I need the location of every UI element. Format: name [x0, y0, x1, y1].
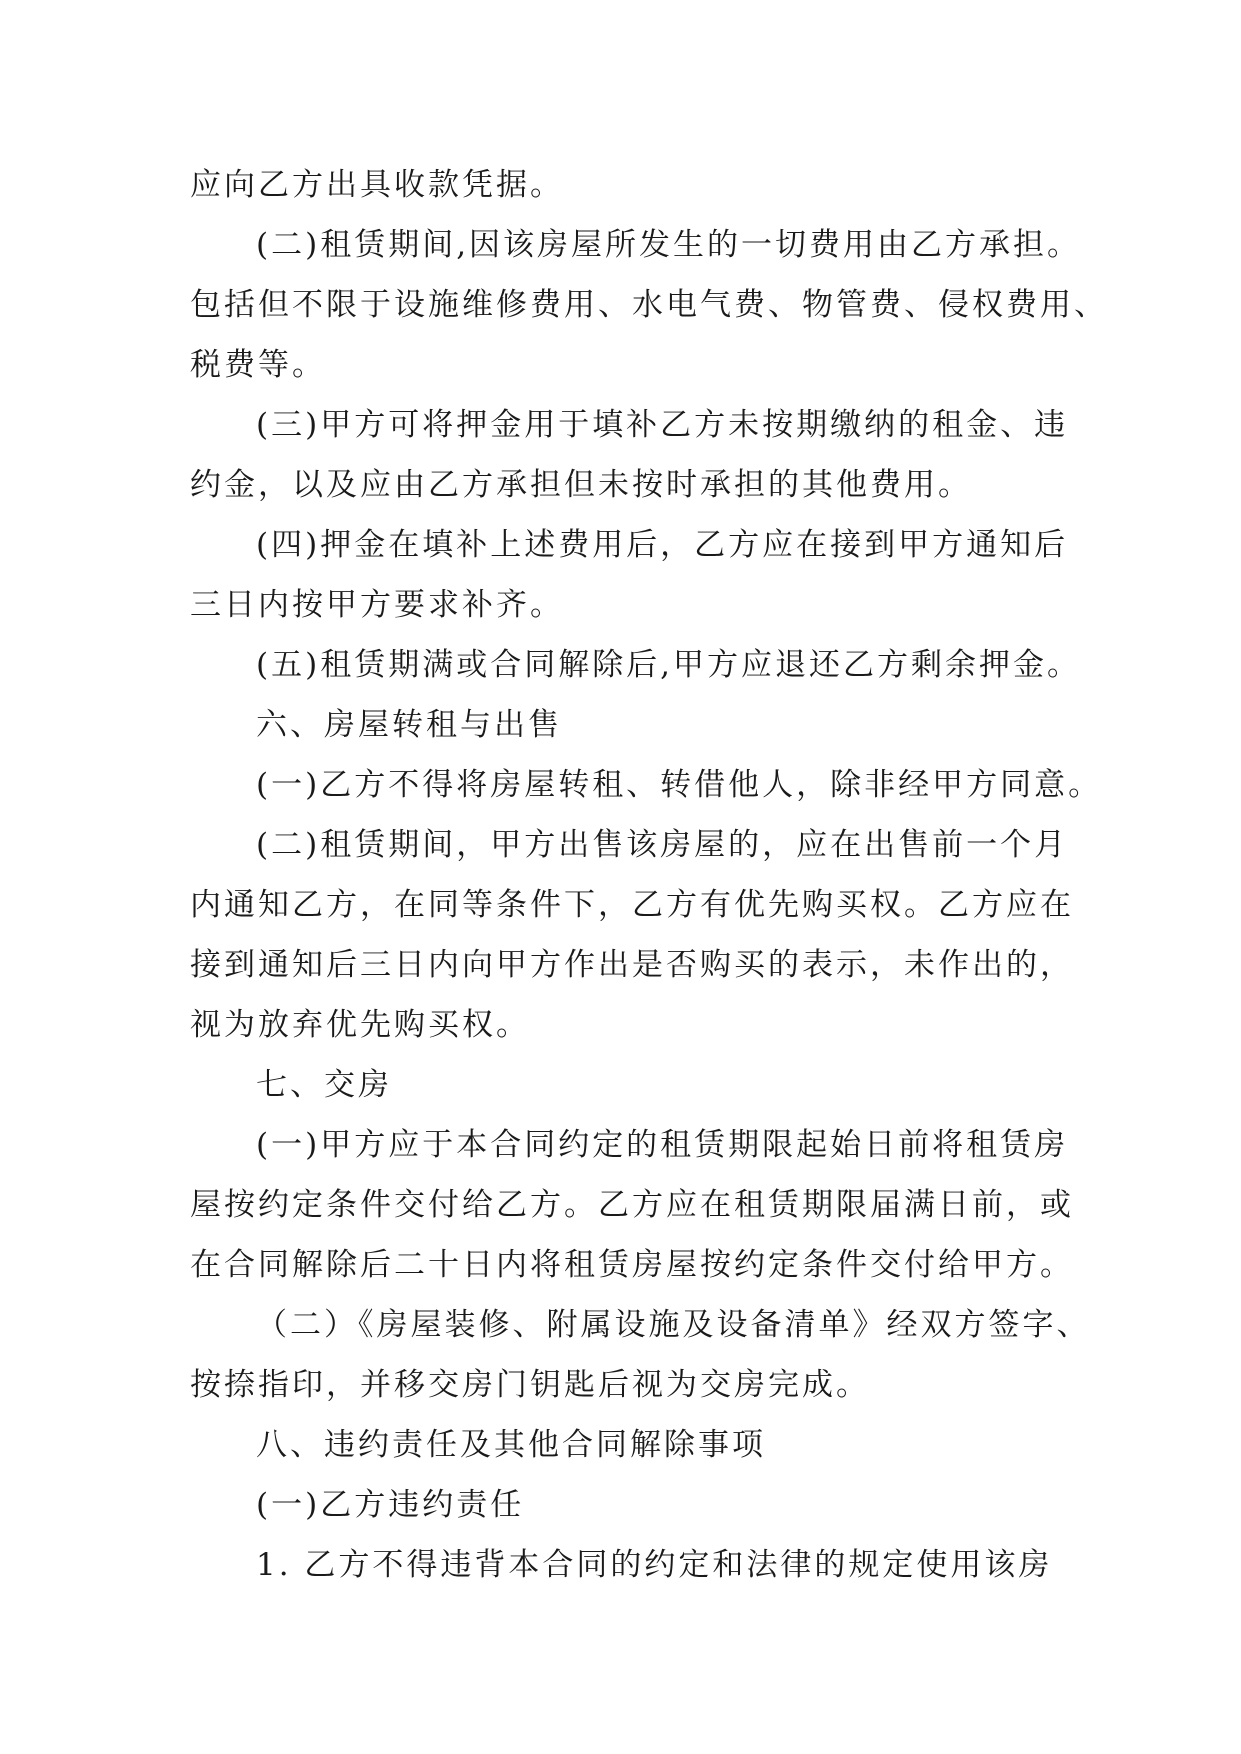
text-line: 在合同解除后二十日内将租赁房屋按约定条件交付给甲方。 — [190, 1247, 1074, 1283]
text-line: (三)甲方可将押金用于填补乙方未按期缴纳的租金、违 — [256, 407, 1069, 443]
text-line: (二)租赁期间，甲方出售该房屋的，应在出售前一个月 — [256, 827, 1069, 863]
subsection-heading: (一)乙方违约责任 — [256, 1487, 525, 1523]
section-heading: 八、违约责任及其他合同解除事项 — [256, 1427, 766, 1463]
text-line: (一)甲方应于本合同约定的租赁期限起始日前将租赁房 — [256, 1127, 1069, 1163]
section-heading: 七、交房 — [256, 1067, 392, 1103]
document-body — [190, 155, 1108, 1595]
text-line: 视为放弃优先购买权。 — [190, 1007, 530, 1043]
text-line: 接到通知后三日内向甲方作出是否购买的表示，未作出的， — [190, 947, 1074, 983]
text-line: （二）《房屋装修、附属设施及设备清单》经双方签字、 — [256, 1307, 1091, 1343]
text-line: (二)租赁期间,因该房屋所发生的一切费用由乙方承担。 — [256, 227, 1082, 263]
text-line: 约金，以及应由乙方承担但未按时承担的其他费用。 — [190, 467, 972, 503]
section-heading: 六、房屋转租与出售 — [256, 707, 562, 743]
text-line: 内通知乙方，在同等条件下，乙方有优先购买权。乙方应在 — [190, 887, 1074, 923]
text-line: (五)租赁期满或合同解除后,甲方应退还乙方剩余押金。 — [256, 647, 1082, 683]
text-line: 三日内按甲方要求补齐。 — [190, 587, 564, 623]
text-line: (一)乙方不得将房屋转租、转借他人，除非经甲方同意。 — [256, 767, 1103, 803]
text-line: 税费等。 — [190, 347, 326, 383]
text-line: 屋按约定条件交付给乙方。乙方应在租赁期限届满日前，或 — [190, 1187, 1074, 1223]
text-line: 1. 乙方不得违背本合同的约定和法律的规定使用该房 — [256, 1547, 1053, 1583]
text-line: 按捺指印，并移交房门钥匙后视为交房完成。 — [190, 1367, 870, 1403]
text-line: 应向乙方出具收款凭据。 — [190, 167, 564, 203]
text-line: (四)押金在填补上述费用后，乙方应在接到甲方通知后 — [256, 527, 1069, 563]
text-line: 包括但不限于设施维修费用、水电气费、物管费、侵权费用、 — [190, 287, 1108, 323]
